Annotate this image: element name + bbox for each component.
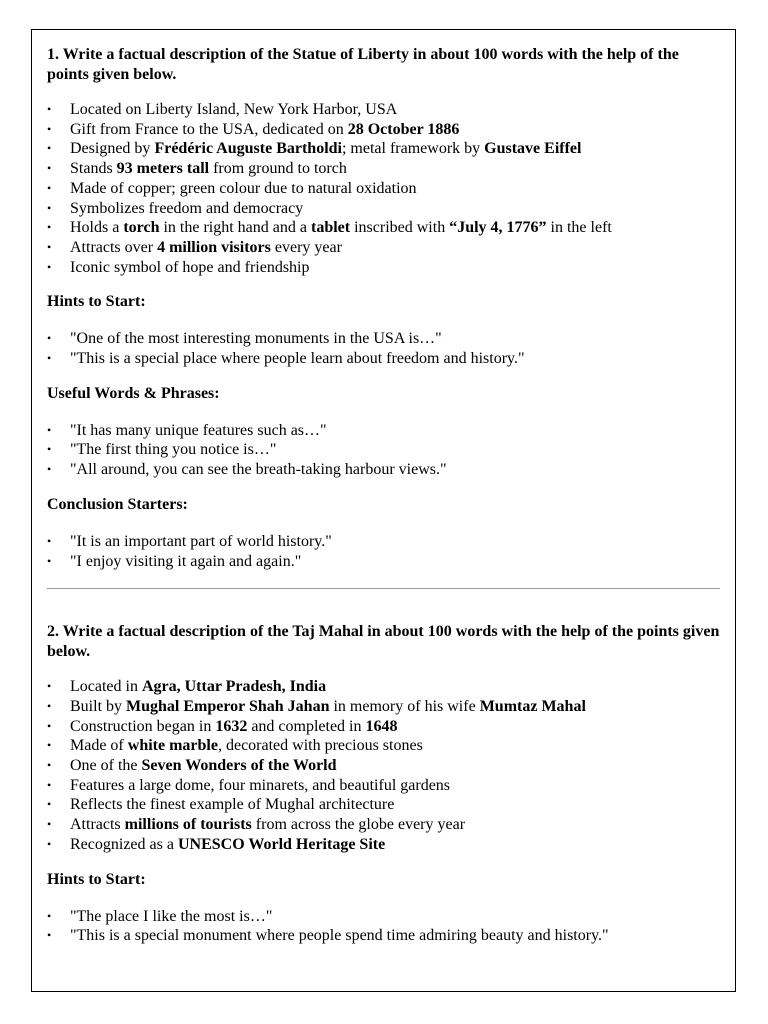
bold-text: white marble bbox=[127, 737, 218, 755]
list-item bbox=[47, 717, 720, 737]
text-segment: Made of bbox=[70, 737, 128, 755]
question-1: 1. Write a factual description of the Statue of Liberty in about 100 words with the help of the points given below. bbox=[47, 46, 679, 83]
hints-list bbox=[47, 907, 720, 946]
points-list bbox=[47, 100, 720, 277]
text-segment: from ground to torch bbox=[209, 160, 347, 178]
list-item: • "All around, you can see the breath-taking harbour views." bbox=[47, 460, 720, 480]
list-item bbox=[47, 100, 720, 120]
text-segment: Located on Liberty Island, New York Harbor, USA bbox=[70, 101, 398, 118]
text-segment: Reflects the finest example of Mughal architecture bbox=[70, 796, 395, 814]
list-item bbox=[47, 179, 720, 199]
list-item bbox=[47, 159, 720, 179]
text-segment: Attracts bbox=[70, 816, 125, 834]
bold-text: Mumtaz Mahal bbox=[479, 697, 586, 715]
list-item bbox=[47, 677, 720, 697]
text-segment: Recognized as a bbox=[70, 835, 178, 853]
bold-text: UNESCO World Heritage Site bbox=[177, 835, 386, 853]
text-segment: Built by bbox=[70, 697, 127, 715]
list-item bbox=[47, 697, 720, 717]
list-item bbox=[47, 258, 720, 278]
worksheet-content bbox=[47, 45, 720, 946]
text-segment: in memory of his wife bbox=[329, 697, 480, 715]
text-segment: Stands bbox=[70, 160, 117, 178]
text-segment: in the right hand and a bbox=[159, 219, 311, 237]
bold-text: 28 October 1886 bbox=[347, 120, 460, 138]
bold-text: tablet bbox=[310, 219, 351, 237]
conclusion-heading: Conclusion Starters: bbox=[47, 495, 188, 513]
text-segment: from across the globe every year bbox=[251, 816, 466, 834]
list-item bbox=[47, 139, 720, 159]
section-divider bbox=[47, 588, 720, 589]
text-segment: and completed in bbox=[247, 717, 366, 735]
conclusion-list bbox=[47, 532, 720, 571]
list-item: • "It is an important part of world history." bbox=[47, 532, 720, 552]
bold-text: Frédéric Auguste Bartholdi bbox=[154, 140, 342, 158]
list-item: • "It has many unique features such as…" bbox=[47, 421, 720, 441]
question-2: 2. Write a factual description of the Taj Mahal in about 100 words with the help of the points given below. bbox=[47, 623, 720, 661]
points-list bbox=[47, 677, 720, 854]
bold-text: 4 million visitors bbox=[157, 238, 271, 256]
list-item: • "This is a special monument where people spend time admiring beauty and history." bbox=[47, 926, 720, 946]
bold-text: millions of tourists bbox=[124, 816, 252, 834]
bold-text: 1648 bbox=[365, 717, 398, 735]
bold-text: Agra, Uttar Pradesh, India bbox=[141, 678, 327, 696]
list-item: • "One of the most interesting monuments in the USA is…" bbox=[47, 329, 720, 349]
list-item bbox=[47, 795, 720, 815]
list-item bbox=[47, 815, 720, 835]
list-item bbox=[47, 835, 720, 855]
text-segment: Gift from France to the USA, dedicated on bbox=[70, 120, 348, 138]
text-segment: inscribed with bbox=[350, 219, 450, 237]
text-segment: Symbolizes freedom and democracy bbox=[70, 199, 304, 217]
text-segment: Features a large dome, four minarets, and beautiful gardens bbox=[70, 776, 451, 794]
bold-text: 93 meters tall bbox=[116, 160, 210, 178]
text-segment: , decorated with precious stones bbox=[217, 737, 423, 755]
list-item bbox=[47, 218, 720, 238]
bold-text: torch bbox=[123, 219, 160, 237]
hints-heading: Hints to Start: bbox=[47, 293, 146, 311]
hints-heading: Hints to Start: bbox=[47, 870, 146, 888]
list-item: • "I enjoy visiting it again and again." bbox=[47, 552, 720, 572]
list-item: • "This is a special place where people learn about freedom and history." bbox=[47, 349, 720, 369]
list-item bbox=[47, 776, 720, 796]
worksheet-frame bbox=[31, 29, 736, 992]
text-segment: every year bbox=[270, 238, 342, 256]
bold-text: Mughal Emperor Shah Jahan bbox=[126, 697, 330, 715]
text-segment: Attracts over bbox=[70, 238, 158, 256]
text-segment: Located in bbox=[70, 678, 142, 696]
list-item bbox=[47, 199, 720, 219]
text-segment: One of the bbox=[70, 757, 142, 775]
hints-list bbox=[47, 329, 720, 368]
list-item bbox=[47, 756, 720, 776]
list-item bbox=[47, 736, 720, 756]
bold-text: Gustave Eiffel bbox=[484, 140, 582, 158]
text-segment: ; metal framework by bbox=[341, 140, 485, 158]
text-segment: Iconic symbol of hope and friendship bbox=[70, 258, 310, 276]
bold-text: Seven Wonders of the World bbox=[141, 757, 337, 775]
list-item bbox=[47, 238, 720, 258]
phrases-list bbox=[47, 421, 720, 480]
list-item: • "The first thing you notice is…" bbox=[47, 440, 720, 460]
text-segment: Construction began in bbox=[70, 717, 216, 735]
bold-text: “July 4, 1776” bbox=[449, 219, 547, 237]
text-segment: Designed by bbox=[70, 140, 155, 158]
phrases-heading: Useful Words & Phrases: bbox=[47, 384, 220, 402]
text-segment: in the left bbox=[546, 219, 612, 237]
bold-text: 1632 bbox=[215, 717, 248, 735]
list-item bbox=[47, 120, 720, 140]
list-item: • "The place I like the most is…" bbox=[47, 907, 720, 927]
text-segment: Holds a bbox=[70, 219, 124, 237]
text-segment: Made of copper; green colour due to natural oxidation bbox=[70, 179, 417, 197]
